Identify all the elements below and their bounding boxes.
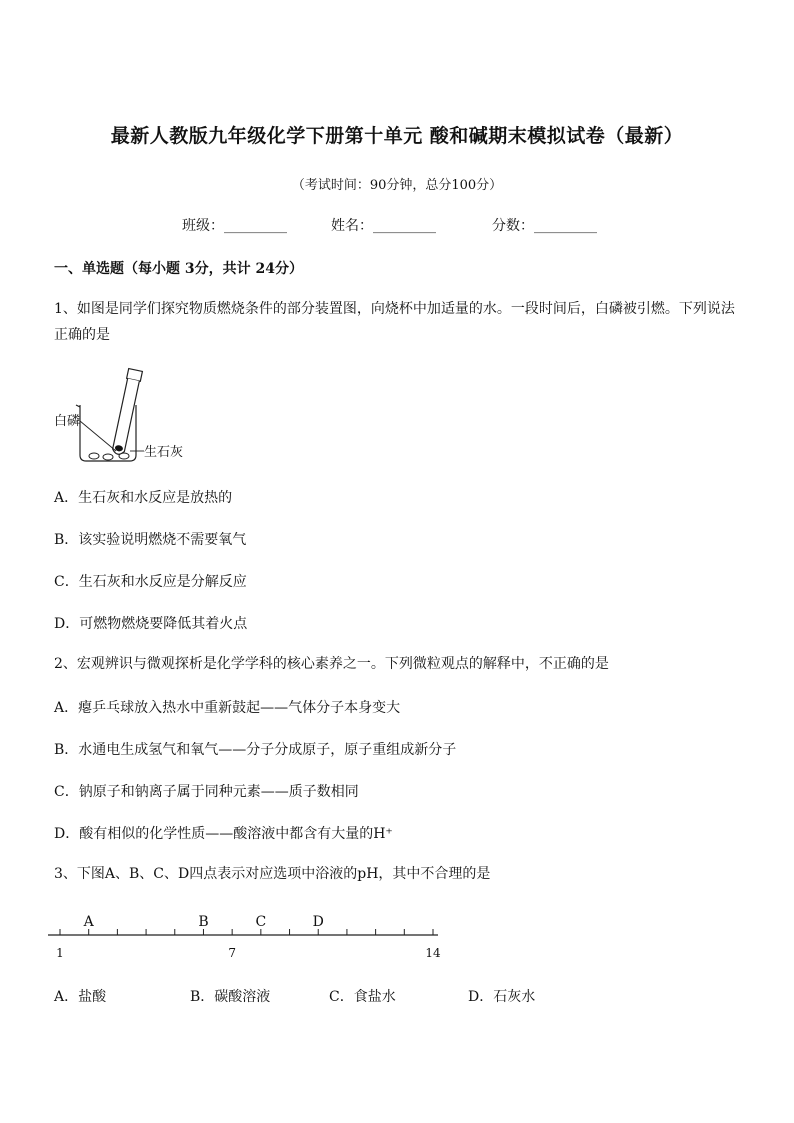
exam-subtitle: （考试时间：90分钟，总分100分） <box>291 178 503 193</box>
exam-title: 最新人教版九年级化学下册第十单元 酸和碱期末模拟试卷（最新） <box>110 125 684 147</box>
ph-point-d: D <box>312 914 324 930</box>
q3-option-a: A．盐酸 <box>54 989 107 1005</box>
question-1-stem: 1、如图是同学们探究物质燃烧条件的部分装置图，向烧杯中加适量的水。一段时间后，白磷被引燃。下列说法正确的是 <box>54 301 735 343</box>
question-3-stem: 3、下图A、B、C、D四点表示对应选项中浴液的pH，其中不合理的是 <box>54 866 491 882</box>
section-heading: 一、单选题（每小题 3分，共计 24分） <box>54 261 303 277</box>
ph-point-b: B <box>198 914 209 930</box>
q3-option-b: B．碳酸溶液 <box>190 989 271 1005</box>
ph-point-a: A <box>83 914 94 930</box>
q1-option-a: A．生石灰和水反应是放热的 <box>54 490 233 506</box>
name-field-label: 姓名：_________ <box>331 218 436 234</box>
label-quicklime: 生石灰 <box>144 445 184 460</box>
q1-option-b: B．该实验说明燃烧不需要氧气 <box>54 532 247 548</box>
score-field-label: 分数：_________ <box>492 218 597 234</box>
label-white-phosphorus: 白磷 <box>54 414 81 429</box>
q1-option-c: C．生石灰和水反应是分解反应 <box>54 574 247 590</box>
ph-tick-label: 1 <box>56 946 64 960</box>
test-tube <box>111 369 143 456</box>
ph-tick-label: 7 <box>228 946 236 960</box>
question-2-stem: 2、宏观辨识与微观探析是化学学科的核心素养之一。下列微粒观点的解释中，不正确的是 <box>54 656 609 672</box>
ph-scale <box>40 905 460 965</box>
quicklime-lump <box>103 454 113 460</box>
q3-option-d: D．石灰水 <box>468 989 536 1005</box>
q3-option-c: C．食盐水 <box>329 989 396 1005</box>
ph-point-c: C <box>255 914 267 930</box>
burning-experiment-figure <box>50 365 200 465</box>
q1-option-d: D．可燃物燃烧要降低其着火点 <box>54 616 248 632</box>
q2-option-b: B．水通电生成氢气和氧气——分子分成原子，原子重组成新分子 <box>54 742 457 758</box>
q2-option-d: D．酸有相似的化学性质——酸溶液中都含有大量的H⁺ <box>54 826 393 842</box>
ph-tick-label: 14 <box>425 946 441 960</box>
q2-option-a: A．瘪乒乓球放入热水中重新鼓起——气体分子本身变大 <box>54 700 401 716</box>
quicklime-lump <box>89 453 99 459</box>
class-field-label: 班级：_________ <box>182 218 287 234</box>
q2-option-c: C．钠原子和钠离子属于同种元素——质子数相同 <box>54 784 359 800</box>
